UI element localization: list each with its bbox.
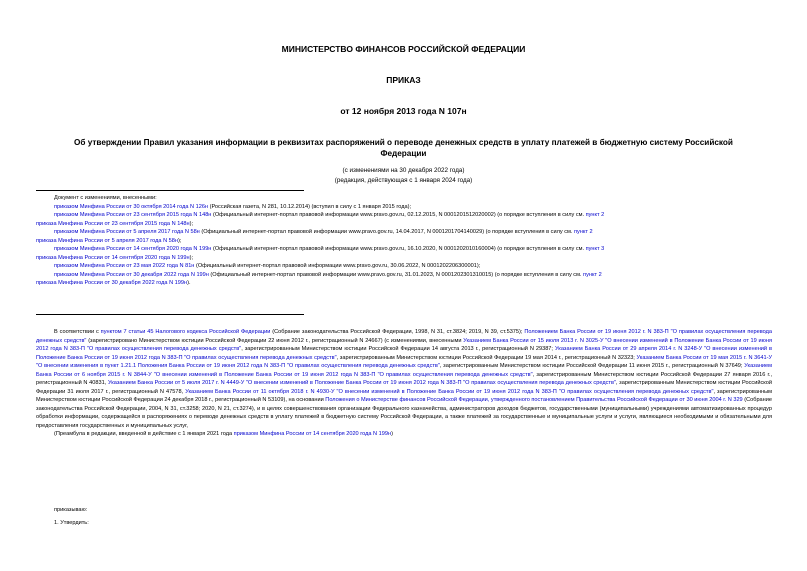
date-number-heading: от 12 ноября 2013 года N 107н <box>340 106 467 116</box>
order-item-1: 1. Утвердить: <box>54 519 89 526</box>
document-title-line1: Об утверждении Правил указания информации в реквизитах распоряжений о переводе денежных средств в уплату платежей в бюджетную систему Российской <box>74 138 733 147</box>
amendment-item: приказом Минфина России от 14 сентября 2020 года N 199н (Официальный интернет-портал правовой информации www.pravo.gov.ru, 16.10.2020, N 0001202010160004) (о порядке вступления в силу см. пункт 3 <box>54 246 605 252</box>
amendment-item-continuation: приказа Минфина России от 14 сентября 2020 года N 199н); <box>36 254 194 261</box>
instruction-link[interactable]: Указанием Банка России от 6 ноября 2015 г. N 3844-У "О внесении изменений в Положение Банка России от 19 июня 2012 года N 383-П "О правилах осуществления перевода денежных средств" <box>36 363 772 378</box>
regulation-link[interactable]: Положением Банка России от 19 июня 2012 г. N 383-П "О правилах осуществления перевода денежных средств" <box>36 329 772 344</box>
amendment-item: приказом Минфина России от 30 октября 2014 года N 126н (Российская газета, N 281, 10.12.2014) (вступил в силу с 1 января 2015 года); <box>54 203 412 210</box>
preamble-edition-link[interactable]: приказом Минфина России от 14 сентября 2020 года N 199н <box>233 431 392 437</box>
doc-type-heading: ПРИКАЗ <box>386 75 421 85</box>
amendment-link[interactable]: приказом Минфина России от 23 сентября 2015 года N 148н <box>54 212 212 218</box>
point-link[interactable]: пункт 3 <box>585 246 605 252</box>
amendment-link[interactable]: приказом Минфина России от 5 апреля 2017 года N 58н <box>54 229 200 235</box>
amendment-item-continuation: приказа Минфина России от 23 сентября 2015 года N 148н); <box>36 220 194 227</box>
point-link[interactable]: пункт 2 <box>585 212 605 218</box>
document-title <box>36 138 771 159</box>
preamble <box>36 328 772 439</box>
order-prikazyvayu: приказываю: <box>54 507 88 513</box>
amendment-item: приказом Минфина России от 30 декабря 2022 года N 199н (Официальный интернет-портал правовой информации www.pravo.gov.ru, 31.01.2023, N 0001202301310015) (о порядке вступления в силу см. пункт 2 <box>54 271 602 278</box>
amendment-item-continuation: приказа Минфина России от 30 декабря 2022 года N 199н). <box>36 280 191 286</box>
amendment-order-link[interactable]: приказа Минфина России от 23 сентября 2015 года N 148н <box>36 220 190 227</box>
amendment-link[interactable]: приказом Минфина России от 30 октября 2014 года N 126н <box>54 203 209 210</box>
amendment-item: приказом Минфина России от 23 сентября 2015 года N 148н (Официальный интернет-портал правовой информации www.pravo.gov.ru, 02.12.2015, N 0001201512020002) (о порядке вступления в силу см. пункт 2 <box>54 212 605 218</box>
ministry-regulation-link[interactable]: Положения о Министерстве финансов Российской Федерации, утвержденного постановлением Правительства Российской Федерации от 30 июня 2004 г. N 329 <box>325 397 743 403</box>
amendment-order-link[interactable]: приказа Минфина России от 14 сентября 2020 года N 199н <box>36 254 190 261</box>
changes-note: (с изменениями на 30 декабря 2022 года) <box>342 167 465 174</box>
instruction-link[interactable]: Указанием Банка России от 19 мая 2015 г. N 3641-У "О внесении изменения в пункт 1.21.1 Положения Банка России от 19 июня 2012 года N 383-П "О правилах осуществления перевода денежных средств" <box>36 354 772 369</box>
preamble-edition-note: (Преамбула в редакции, введенной в действие с 1 января 2021 года приказом Минфина России от 14 сентября 2020 года N 199н) <box>54 431 393 437</box>
amendment-item: приказом Минфина России от 5 апреля 2017 года N 58н (Официальный интернет-портал правовой информации www.pravo.gov.ru, 14.04.2017, N 0001201704140029) (о порядке вступления в силу см. пункт 2 <box>54 229 593 235</box>
ministry-heading: МИНИСТЕРСТВО ФИНАНСОВ РОССИЙСКОЙ ФЕДЕРАЦИИ <box>281 44 526 54</box>
amendment-link[interactable]: приказом Минфина России от 30 декабря 2022 года N 199н <box>54 271 209 278</box>
amendment-item: приказом Минфина России от 23 мая 2022 года N 81н (Официальный интернет-портал правовой информации www.pravo.gov.ru, 30.06.2022, N 0001202206300001); <box>54 263 481 269</box>
point-link[interactable]: пункт 2 <box>583 271 602 278</box>
amendment-order-link[interactable]: приказа Минфина России от 5 апреля 2017 года N 58н <box>36 237 178 244</box>
instruction-link[interactable]: Указанием Банка России от 29 апреля 2014 г. N 3248-У "О внесении изменений в Положение Банка России от 19 июня 2012 года N 383-П "О правилах осуществления перевода денежных средств" <box>36 346 772 361</box>
amendment-link[interactable]: приказом Минфина России от 23 мая 2022 года N 81н <box>54 263 195 269</box>
point-link[interactable]: пункт 2 <box>573 229 593 235</box>
instruction-link[interactable]: Указанием Банка России от 5 июля 2017 г. N 4449-У "О внесении изменений в Положение Банка России от 19 июня 2012 года N 383-П "О правилах осуществления перевода денежных средств" <box>107 380 616 386</box>
tax-code-link[interactable]: пунктом 7 статьи 45 Налогового кодекса Российской Федерации <box>100 329 271 335</box>
preamble-paragraph: В соответствии с пунктом 7 статьи 45 Налогового кодекса Российской Федерации (Собрание законодательства Российской Федерации, 1998, N 31, ст.3824; 2019, N 39, ст.5375); Положением Банка России от 19 июня 2012 г. N 383-П "О правилах осуществления перевода денежных средств" (зарегистрировано Министерством юстиции Российской Федерации 22 июня 2012 г., регистрационный N 24667) (с изменениями, внесенными Указанием Банка России от 15 июля 2013 г. N 3025-У "О внесении изменений в Положение Банка России от 19 июня 2012 года N 383-П "О правилах осуществления перевода денежных средств", зарегистрированным Министерством юстиции Российской Федерации 14 августа 2013 г., регистрационный N 29387; Указанием Банка России от 29 апреля 2014 г. N 3248-У "О внесении изменений в Положение Банка России от 19 июня 2012 года N 383-П "О правилах осуществления перевода денежных средств", зарегистрированным Министерством юстиции Российской Федерации 19 мая 2014 г., регистрационный N 32323; Указанием Банка России от 19 мая 2015 г. N 3641-У "О внесении изменения в пункт 1.21.1 Положения Банка России от 19 июня 2012 года N 383-П "О правилах осуществления перевода денежных средств", зарегистрированным Министерством юстиции Российской Федерации 11 июня 2015 г., регистрационный N 37649; Указанием Банка России от 6 ноября 2015 г. N 3844-У "О внесении изменений в Положение Банка России от 19 июня 2012 года N 383-П "О правилах осуществления перевода денежных средств", зарегистрированным Министерством юстиции Российской Федерации 27 января 2016 г., регистрационный N 40831, Указанием Банка России от 5 июля 2017 г. N 4449-У "О внесении изменений в Положение Банка России от 19 июня 2012 года N 383-П "О правилах осуществления перевода денежных средств", зарегистрированным Министерством юстиции Российской Федерации 31 июля 2017 г., регистрационный N 47578, Указанием Банка России от 11 октября 2018 г. N 4930-У "О внесении изменений в Положение Банка России от 19 июня 2012 года N 383-П "О правилах осуществления перевода денежных средств", зарегистрированным Министерством юстиции Российской Федерации 24 декабря 2018 г., регистрационный N 53109), на основании Положения о Министерстве финансов Российской Федерации, утвержденного постановлением Правительства Российской Федерации от 30 июня 2004 г. N 329 (Собрание законодательства Российской Федерации, 2004, N 31, ст.3258; 2020, N 21, ст.3274), и в целях совершенствования организации Федерального казначейства, администраторов доходов бюджетов, государственными (муниципальными) учреждениями автоматизированных процедур обработки информации, содержащейся в распоряжениях о переводе денежных средств в уплату платежей в бюджетную систему Российской Федерации, а также платежей за государственные и муниципальные услуги и услуги, являющиеся необходимыми и обязательными для предоставления государственных и муниципальных услуг, <box>36 329 772 429</box>
amendments-intro: Документ с изменениями, внесенными: <box>54 195 157 201</box>
order-block <box>36 506 772 527</box>
bottom-rule <box>36 314 304 315</box>
instruction-link[interactable]: Указанием Банка России от 15 июля 2013 г. N 3025-У "О внесении изменений в Положение Банка России от 19 июня 2012 года N 383-П "О правилах осуществления перевода денежных средств" <box>36 337 772 352</box>
document-title-line2: Федерации <box>380 148 427 158</box>
amendments-list <box>36 194 772 288</box>
amendment-link[interactable]: приказом Минфина России от 14 сентября 2020 года N 199н <box>54 246 212 252</box>
instruction-link[interactable]: Указанием Банка России от 11 октября 2018 г. N 4930-У "О внесении изменений в Положение Банка России от 19 июня 2012 года N 383-П "О правилах осуществления перевода денежных средств" <box>185 388 714 395</box>
top-rule <box>36 190 304 191</box>
edition-note: (редакция, действующая с 1 января 2024 года) <box>334 177 473 184</box>
amendment-item-continuation: приказа Минфина России от 5 апреля 2017 года N 58н); <box>36 237 182 244</box>
amendment-order-link[interactable]: приказа Минфина России от 30 декабря 2022 года N 199н <box>36 280 188 286</box>
